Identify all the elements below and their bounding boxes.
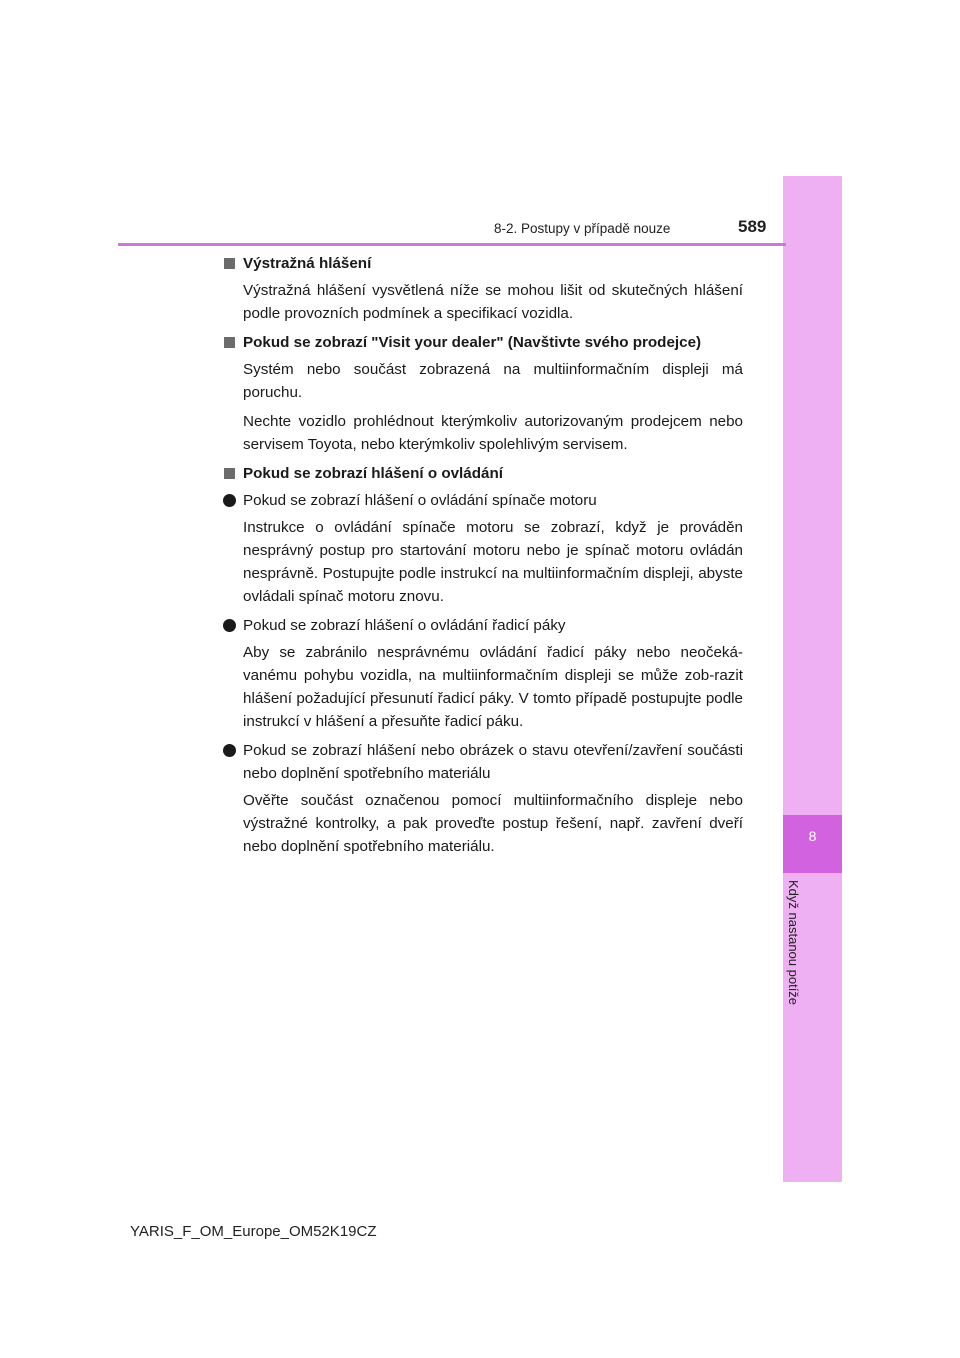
chapter-number: 8 bbox=[808, 828, 817, 844]
chapter-number-block bbox=[783, 815, 842, 873]
round-bullet-icon bbox=[223, 744, 236, 757]
round-bullet-icon bbox=[223, 494, 236, 507]
heading-text: Výstražná hlášení bbox=[243, 255, 372, 272]
chapter-title: Když nastanou potíže bbox=[786, 880, 801, 1006]
bullet-text: Pokud se zobrazí hlášení o ovládání řadicí páky bbox=[243, 617, 566, 634]
paragraph: Systém nebo součást zobrazená na multiinformačním displeji má poruchu. bbox=[243, 361, 743, 401]
chapter-side-tab bbox=[783, 176, 842, 1182]
square-bullet-icon bbox=[224, 468, 235, 479]
heading-text: Pokud se zobrazí "Visit your dealer" (Navštivte svého prodejce) bbox=[243, 334, 702, 351]
paragraph: Nechte vozidlo prohlédnout kterýmkoliv autorizovaným prodejcem nebo servisem Toyota, nebo kterýmkoliv spolehlivým servisem. bbox=[243, 413, 743, 453]
page-number: 589 bbox=[738, 217, 767, 236]
square-bullet-icon bbox=[224, 258, 235, 269]
section-title: 8-2. Postupy v případě nouze bbox=[494, 221, 671, 236]
paragraph: Ověřte součást označenou pomocí multiinformačního displeje nebo výstražné kontrolky, a pak proveďte postup řešení, např. zavření dveří nebo doplnění spotřebního materiálu. bbox=[243, 792, 743, 855]
bullet-item bbox=[223, 489, 743, 512]
heading-warning-messages bbox=[223, 252, 743, 275]
paragraph: Aby se zabránilo nesprávnému ovládání řadicí páky nebo neočeká-vanému pohybu vozidla, na multiinformačním displeji se může zob-razit hlášení požadující přesunutí řadicí páky. V tomto případě postupujte podle instrukcí v hlášení a přesuňte řadicí páku. bbox=[243, 644, 743, 730]
bullet-text: Pokud se zobrazí hlášení o ovládání spínače motoru bbox=[243, 492, 597, 509]
heading-operation-messages bbox=[223, 462, 743, 485]
heading-visit-dealer bbox=[223, 331, 743, 354]
bullet-item bbox=[223, 614, 743, 637]
document-code: YARIS_F_OM_Europe_OM52K19CZ bbox=[130, 1223, 377, 1240]
paragraph: Instrukce o ovládání spínače motoru se zobrazí, když je prováděn nesprávný postup pro startování motoru nebo je spínač motoru ovládán nesprávně. Postupujte podle instrukcí na multiinformačním displeji, abyste ovládali spínač motoru znovu. bbox=[243, 519, 743, 605]
page-content bbox=[223, 252, 743, 864]
square-bullet-icon bbox=[224, 337, 235, 348]
header-rule bbox=[118, 243, 786, 246]
round-bullet-icon bbox=[223, 619, 236, 632]
bullet-text: Pokud se zobrazí hlášení nebo obrázek o stavu otevření/zavření součásti nebo doplnění spotřebního materiálu bbox=[243, 742, 743, 782]
heading-text: Pokud se zobrazí hlášení o ovládání bbox=[243, 465, 503, 482]
paragraph: Výstražná hlášení vysvětlená níže se mohou lišit od skutečných hlášení podle provozních podmínek a specifikací vozidla. bbox=[243, 282, 743, 322]
bullet-item bbox=[223, 739, 743, 785]
